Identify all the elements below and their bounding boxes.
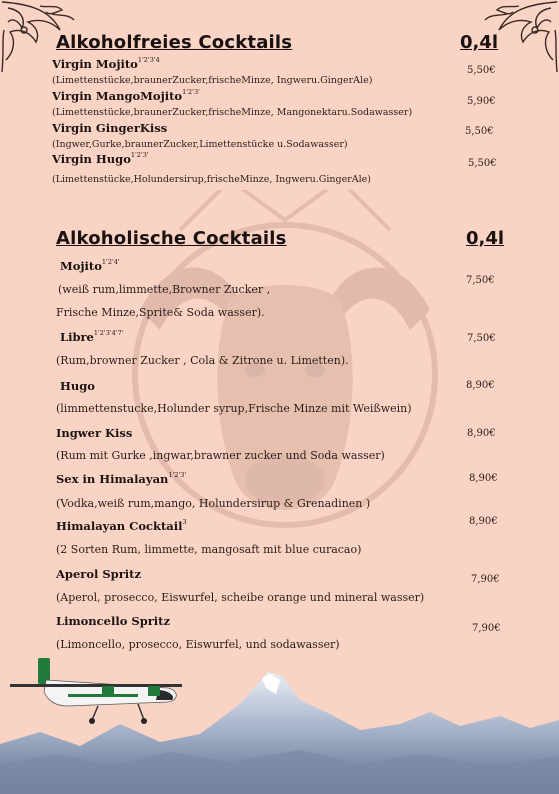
menu-item-name: Virgin MangoMojito$^{1'2'3'}$ [52, 88, 200, 103]
menu-item-price: 7,50€ [466, 275, 495, 286]
menu-item-desc: (Limettenstücke,Holundersirup,frischeMinze, Ingweru.GingerAle) [52, 174, 371, 185]
airplane-illustration-icon [8, 656, 186, 728]
menu-item-desc: (Aperol, prosecco, Eiswurfel, scheibe orange und mineral wasser) [56, 591, 425, 604]
menu-item-name: Sex in Himalayan$^{1'2'3'}$ [56, 471, 187, 486]
menu-item-price: 7,50€ [467, 333, 496, 344]
menu-item-desc: (limmettenstucke,Holunder syrup,Frische Minze mit Weißwein) [56, 402, 412, 415]
menu-item-price: 8,90€ [467, 428, 496, 439]
menu-item-desc: (Rum mit Gurke ,ingwar,brawner zucker und Soda wasser) [56, 449, 385, 462]
menu-item-desc: (Vodka,weiß rum,mango, Holundersirup & Grenadinen ) [56, 497, 371, 510]
menu-item-desc: (Limettenstücke,braunerZucker,frischeMinze, Ingweru.GingerAle) [52, 75, 373, 86]
menu-item-name: Himalayan Cocktail$^3$ [56, 518, 187, 533]
menu-item-desc: (Ingwer,Gurke,braunerZucker,Limettenstücke u.Sodawasser) [52, 139, 348, 150]
menu-item-name: Virgin GingerKiss [52, 121, 168, 135]
menu-item-name: Aperol Spritz [56, 567, 141, 581]
alcoholic-section-title: Alkoholische Cocktails [56, 228, 287, 249]
non-alcoholic-section-title: Alkoholfreies Cocktails [56, 32, 293, 53]
alcoholic-size: 0,4l [466, 228, 505, 249]
menu-item-price: 8,90€ [466, 380, 495, 391]
menu-item-name: Mojito$^{1'2'4'}$ [60, 258, 120, 273]
menu-item-name: Ingwer Kiss [56, 426, 133, 440]
menu-item-price: 5,50€ [468, 158, 497, 169]
menu-item-name: Hugo [60, 379, 95, 393]
menu-item-desc: (2 Sorten Rum, limmette, mangosaft mit blue curacao) [56, 543, 362, 556]
menu-item-price: 7,90€ [472, 623, 501, 634]
menu-item-price: 5,50€ [467, 65, 496, 76]
menu-item-desc: (Limoncello, prosecco, Eiswurfel, und sodawasser) [56, 638, 340, 651]
non-alcoholic-size: 0,4l [460, 32, 499, 53]
menu-item-desc: (Limettenstücke,braunerZucker,frischeMinze, Mangonektaru.Sodawasser) [52, 107, 413, 118]
menu-item-desc: (Rum,browner Zucker , Cola & Zitrone u. Limetten). [56, 354, 349, 367]
menu-item-name: Virgin Hugo$^{1'2'3'}$ [52, 151, 149, 166]
menu-item-price: 8,90€ [469, 473, 498, 484]
menu-item-desc: (weiß rum,limmette,Browner Zucker , [58, 283, 271, 296]
menu-item-name: Libre$^{1'2'3'4'7'}$ [60, 329, 124, 344]
menu-item-price: 7,90€ [471, 574, 500, 585]
menu-item-price: 5,90€ [467, 96, 496, 107]
menu-item-name: Limoncello Spritz [56, 614, 171, 628]
menu-item-desc: Frische Minze,Sprite& Soda wasser). [56, 306, 265, 319]
menu-item-name: Virgin Mojito$^{1'2'3'4}$ [52, 56, 160, 71]
menu-item-price: 8,90€ [469, 516, 498, 527]
menu-item-price: 5,50€ [465, 126, 494, 137]
